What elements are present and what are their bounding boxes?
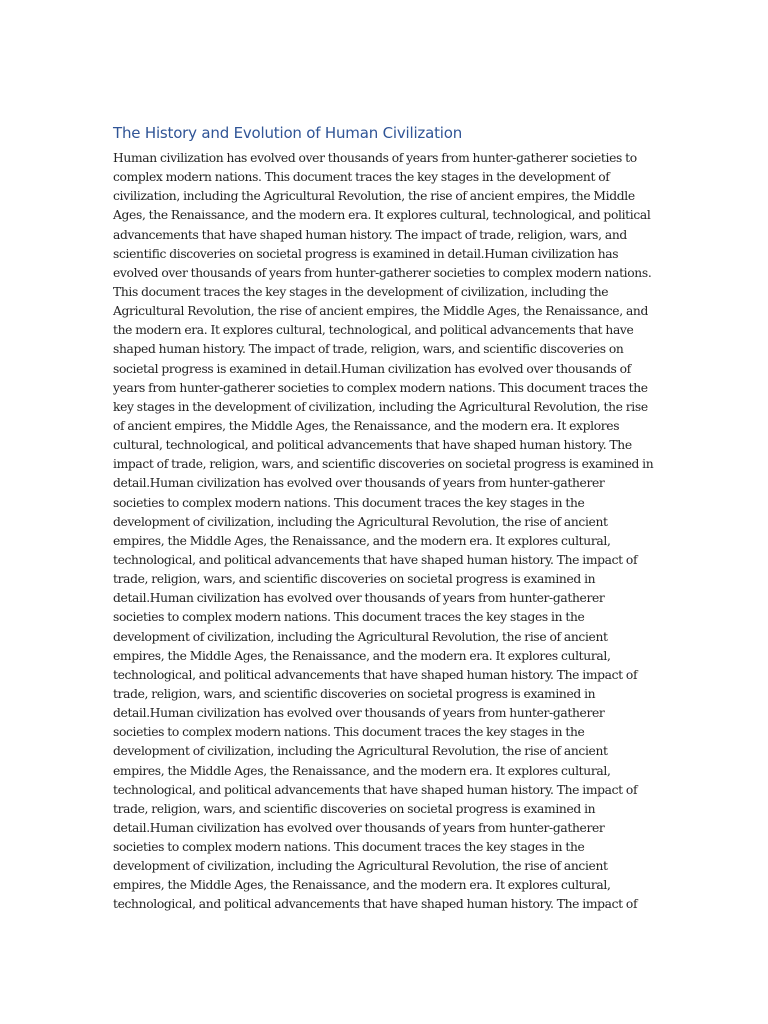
body-text-line: impact of trade, religion, wars, and scientific discoveries on societal progress is examined in [113,457,654,472]
body-text-line: societies to complex modern nations. This document traces the key stages in the [113,610,585,625]
body-text-line: trade, religion, wars, and scientific discoveries on societal progress is examined in [113,572,596,587]
body-text-line: shaped human history. The impact of trade, religion, wars, and scientific discoveries on [113,342,624,357]
body-text-line: technological, and political advancements that have shaped human history. The impact of [113,782,638,797]
body-text-line: societies to complex modern nations. This document traces the key stages in the [113,840,585,855]
body-text-line: Ages, the Renaissance, and the modern era. It explores cultural, technological, and political [113,208,651,223]
body-text-line: the modern era. It explores cultural, technological, and political advancements that have [113,323,634,338]
body-text-line: detail.Human civilization has evolved over thousands of years from hunter-gatherer [113,591,605,606]
body-text-line: technological, and political advancements that have shaped human history. The impact of [113,552,638,567]
body-text-line: scientific discoveries on societal progress is examined in detail.Human civilization has [113,246,619,261]
body-text-line: civilization, including the Agricultural Revolution, the rise of ancient empires, the Middle [113,189,635,204]
body-text-line: empires, the Middle Ages, the Renaissance, and the modern era. It explores cultural, [113,878,611,893]
body-text-line: empires, the Middle Ages, the Renaissance, and the modern era. It explores cultural, [113,763,611,778]
body-text-line: Human civilization has evolved over thousands of years from hunter-gatherer societies to [113,151,637,165]
body-text-line: technological, and political advancements that have shaped human history. The impact of [113,667,638,682]
body-text-line: of ancient empires, the Middle Ages, the Renaissance, and the modern era. It explores [113,418,620,433]
body-text-line: trade, religion, wars, and scientific discoveries on societal progress is examined in [113,686,596,701]
body-text-line: development of civilization, including the Agricultural Revolution, the rise of ancient [113,629,608,644]
document-body [113,149,673,915]
body-text-line: development of civilization, including the Agricultural Revolution, the rise of ancient [113,744,608,759]
body-text-line: detail.Human civilization has evolved over thousands of years from hunter-gatherer [113,820,605,835]
body-text-line: Agricultural Revolution, the rise of ancient empires, the Middle Ages, the Renaissance, and [113,304,649,319]
body-text-line: societies to complex modern nations. This document traces the key stages in the [113,725,585,740]
body-text-line: societies to complex modern nations. This document traces the key stages in the [113,495,585,510]
body-text-line: evolved over thousands of years from hunter-gatherer societies to complex modern nations. [113,265,652,280]
body-text-line: development of civilization, including the Agricultural Revolution, the rise of ancient [113,859,608,874]
body-text-line: detail.Human civilization has evolved over thousands of years from hunter-gatherer [113,706,605,721]
body-text-line: empires, the Middle Ages, the Renaissance, and the modern era. It explores cultural, [113,648,611,663]
body-text-line: cultural, technological, and political advancements that have shaped human history. The [113,438,632,453]
body-text-line: societal progress is examined in detail.Human civilization has evolved over thousands of [113,361,631,376]
body-text-line: advancements that have shaped human history. The impact of trade, religion, wars, and [113,227,627,242]
body-text-line: complex modern nations. This document traces the key stages in the development of [113,170,610,185]
body-text-line: empires, the Middle Ages, the Renaissance, and the modern era. It explores cultural, [113,533,611,548]
body-text-line: trade, religion, wars, and scientific discoveries on societal progress is examined in [113,801,596,816]
body-text-line: detail.Human civilization has evolved over thousands of years from hunter-gatherer [113,476,605,491]
body-text-line: development of civilization, including the Agricultural Revolution, the rise of ancient [113,514,608,529]
document-title: The History and Evolution of Human Civilization [113,124,463,142]
body-text-line: technological, and political advancements that have shaped human history. The impact of [113,897,638,912]
body-text-line: years from hunter-gatherer societies to complex modern nations. This document traces the [113,380,648,395]
body-text-line: This document traces the key stages in the development of civilization, including the [113,284,609,299]
body-text-line: key stages in the development of civilization, including the Agricultural Revolution, the rise [113,399,648,414]
